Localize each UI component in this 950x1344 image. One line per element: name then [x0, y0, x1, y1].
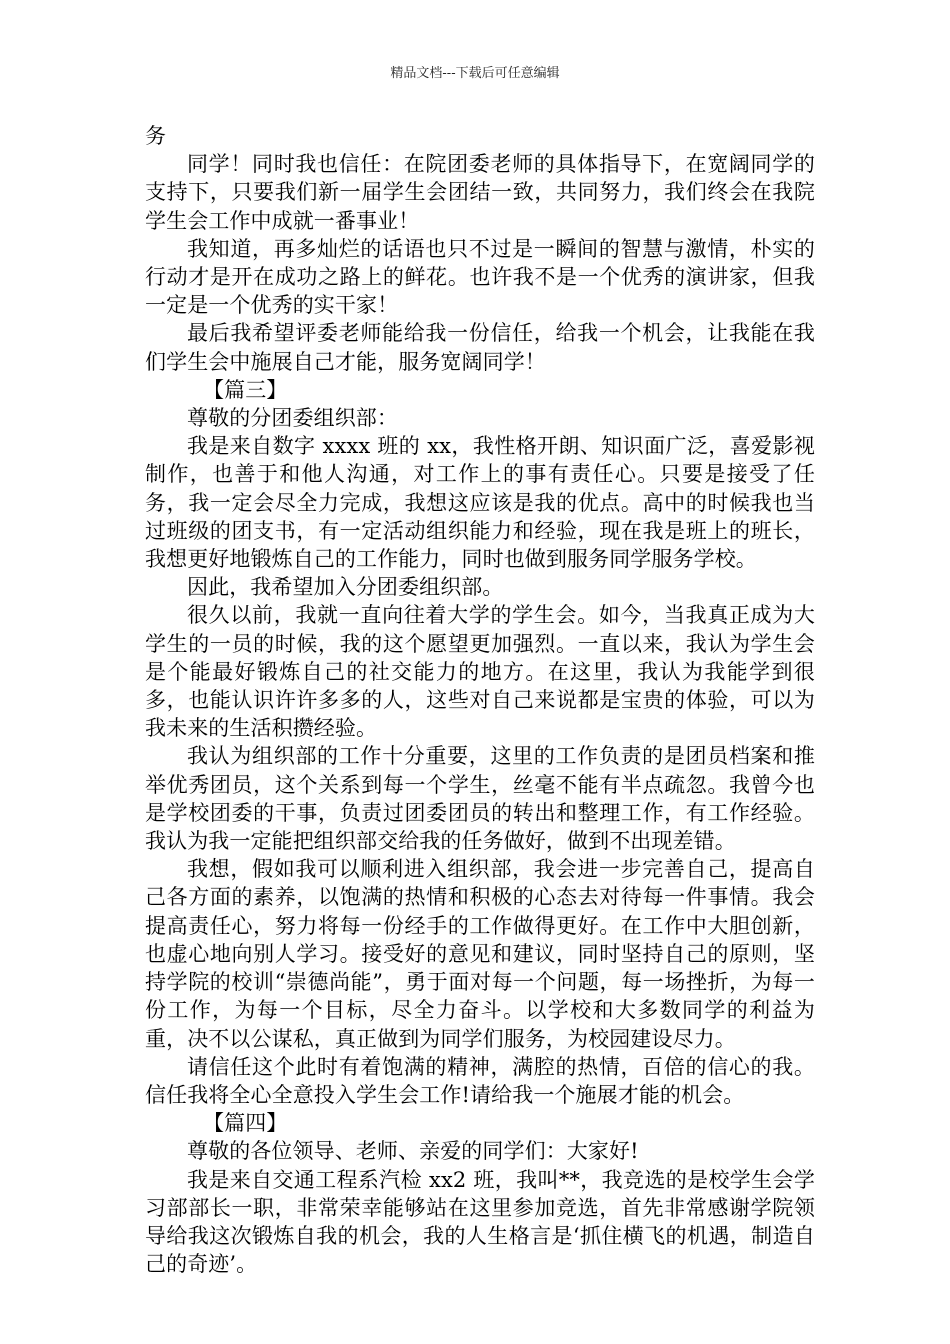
continued-text: 务: [145, 124, 167, 148]
body-paragraph: 我认为组织部的工作十分重要，这里的工作负责的是团员档案和推举优秀团员，这个关系到每一个学生，丝毫不能有半点疏忽。我曾今也是学校团委的干事，负责过团委团员的转出和整理工作，有工作经验。我认为我一定能把组织部交给我的任务做好，做到不出现差错。: [145, 744, 815, 854]
body-paragraph: 尊敬的分团委组织部：: [187, 406, 398, 431]
body-paragraph: 我是来自数字 xxxx 班的 xx，我性格开朗、知识面广泛，喜爱影视制作，也善于和他人沟通，对工作上的事有责任心。只要是接受了任务，我一定会尽全力完成，我想这应该是我的优点。高中的时候我也当过班级的团支书，有一定活动组织能力和经验，现在我是班上的班长，我想更好地锻炼自己的工作能力，同时也做到服务同学服务学校。: [145, 434, 815, 572]
section-heading: 【篇四】: [203, 1111, 288, 1136]
body-paragraph: 尊敬的各位领导、老师、亲爱的同学们：大家好!: [187, 1139, 639, 1164]
section-heading: 【篇三】: [203, 377, 288, 402]
body-paragraph: 最后我希望评委老师能给我一份信任，给我一个机会，让我能在我们学生会中施展自己才能，服务宽阔同学！: [145, 321, 815, 374]
body-paragraph: 我是来自交通工程系汽检 xx2 班，我叫**，我竞选的是校学生会学习部部长一职，非常荣幸能够站在这里参加竞选，首先非常感谢学院领导给我这次锻炼自我的机会，我的人生格言是‘抓住横飞的机遇，制造自己的奇迹’。: [145, 1167, 815, 1277]
body-paragraph: 同学！同时我也信任：在院团委老师的具体指导下，在宽阔同学的支持下，只要我们新一届学生会团结一致，共同努力，我们终会在我院学生会工作中成就一番事业！: [145, 152, 815, 233]
document-body: [145, 122, 815, 1278]
body-paragraph: 请信任这个此时有着饱满的精神，满腔的热情，百倍的信心的我。信任我将全心全意投入学生会工作!请给我一个施展才能的机会。: [145, 1054, 815, 1107]
body-paragraph: 很久以前，我就一直向往着大学的学生会。如今，当我真正成为大学生的一员的时候，我的这个愿望更加强烈。一直以来，我认为学生会是个能最好锻炼自己的社交能力的地方。在这里，我认为我能学到很多，也能认识许许多多的人，这些对自己来说都是宝贵的体验，可以为我未来的生活积攒经验。: [145, 603, 815, 741]
body-paragraph: 我知道，再多灿烂的话语也只不过是一瞬间的智慧与激情，朴实的行动才是开在成功之路上的鲜花。也许我不是一个优秀的演讲家，但我一定是一个优秀的实干家！: [145, 236, 815, 318]
body-paragraph: 因此，我希望加入分团委组织部。: [187, 575, 504, 600]
body-paragraph: 我想，假如我可以顺利进入组织部，我会进一步完善自己，提高自己各方面的素养，以饱满的热情和积极的心态去对待每一件事情。我会提高责任心，努力将每一份经手的工作做得更好。在工作中大胆创新，也虚心地向别人学习。接受好的意见和建议，同时坚持自己的原则，坚持学院的校训“崇德尚能”，勇于面对每一个问题，每一场挫折，为每一份工作，为每一个目标，尽全力奋斗。以学校和大多数同学的利益为重，决不以公谋私，真正做到为同学们服务，为校园建设尽力。: [145, 857, 815, 1051]
page-header: 精品文档---下载后可任意编辑: [390, 66, 560, 81]
